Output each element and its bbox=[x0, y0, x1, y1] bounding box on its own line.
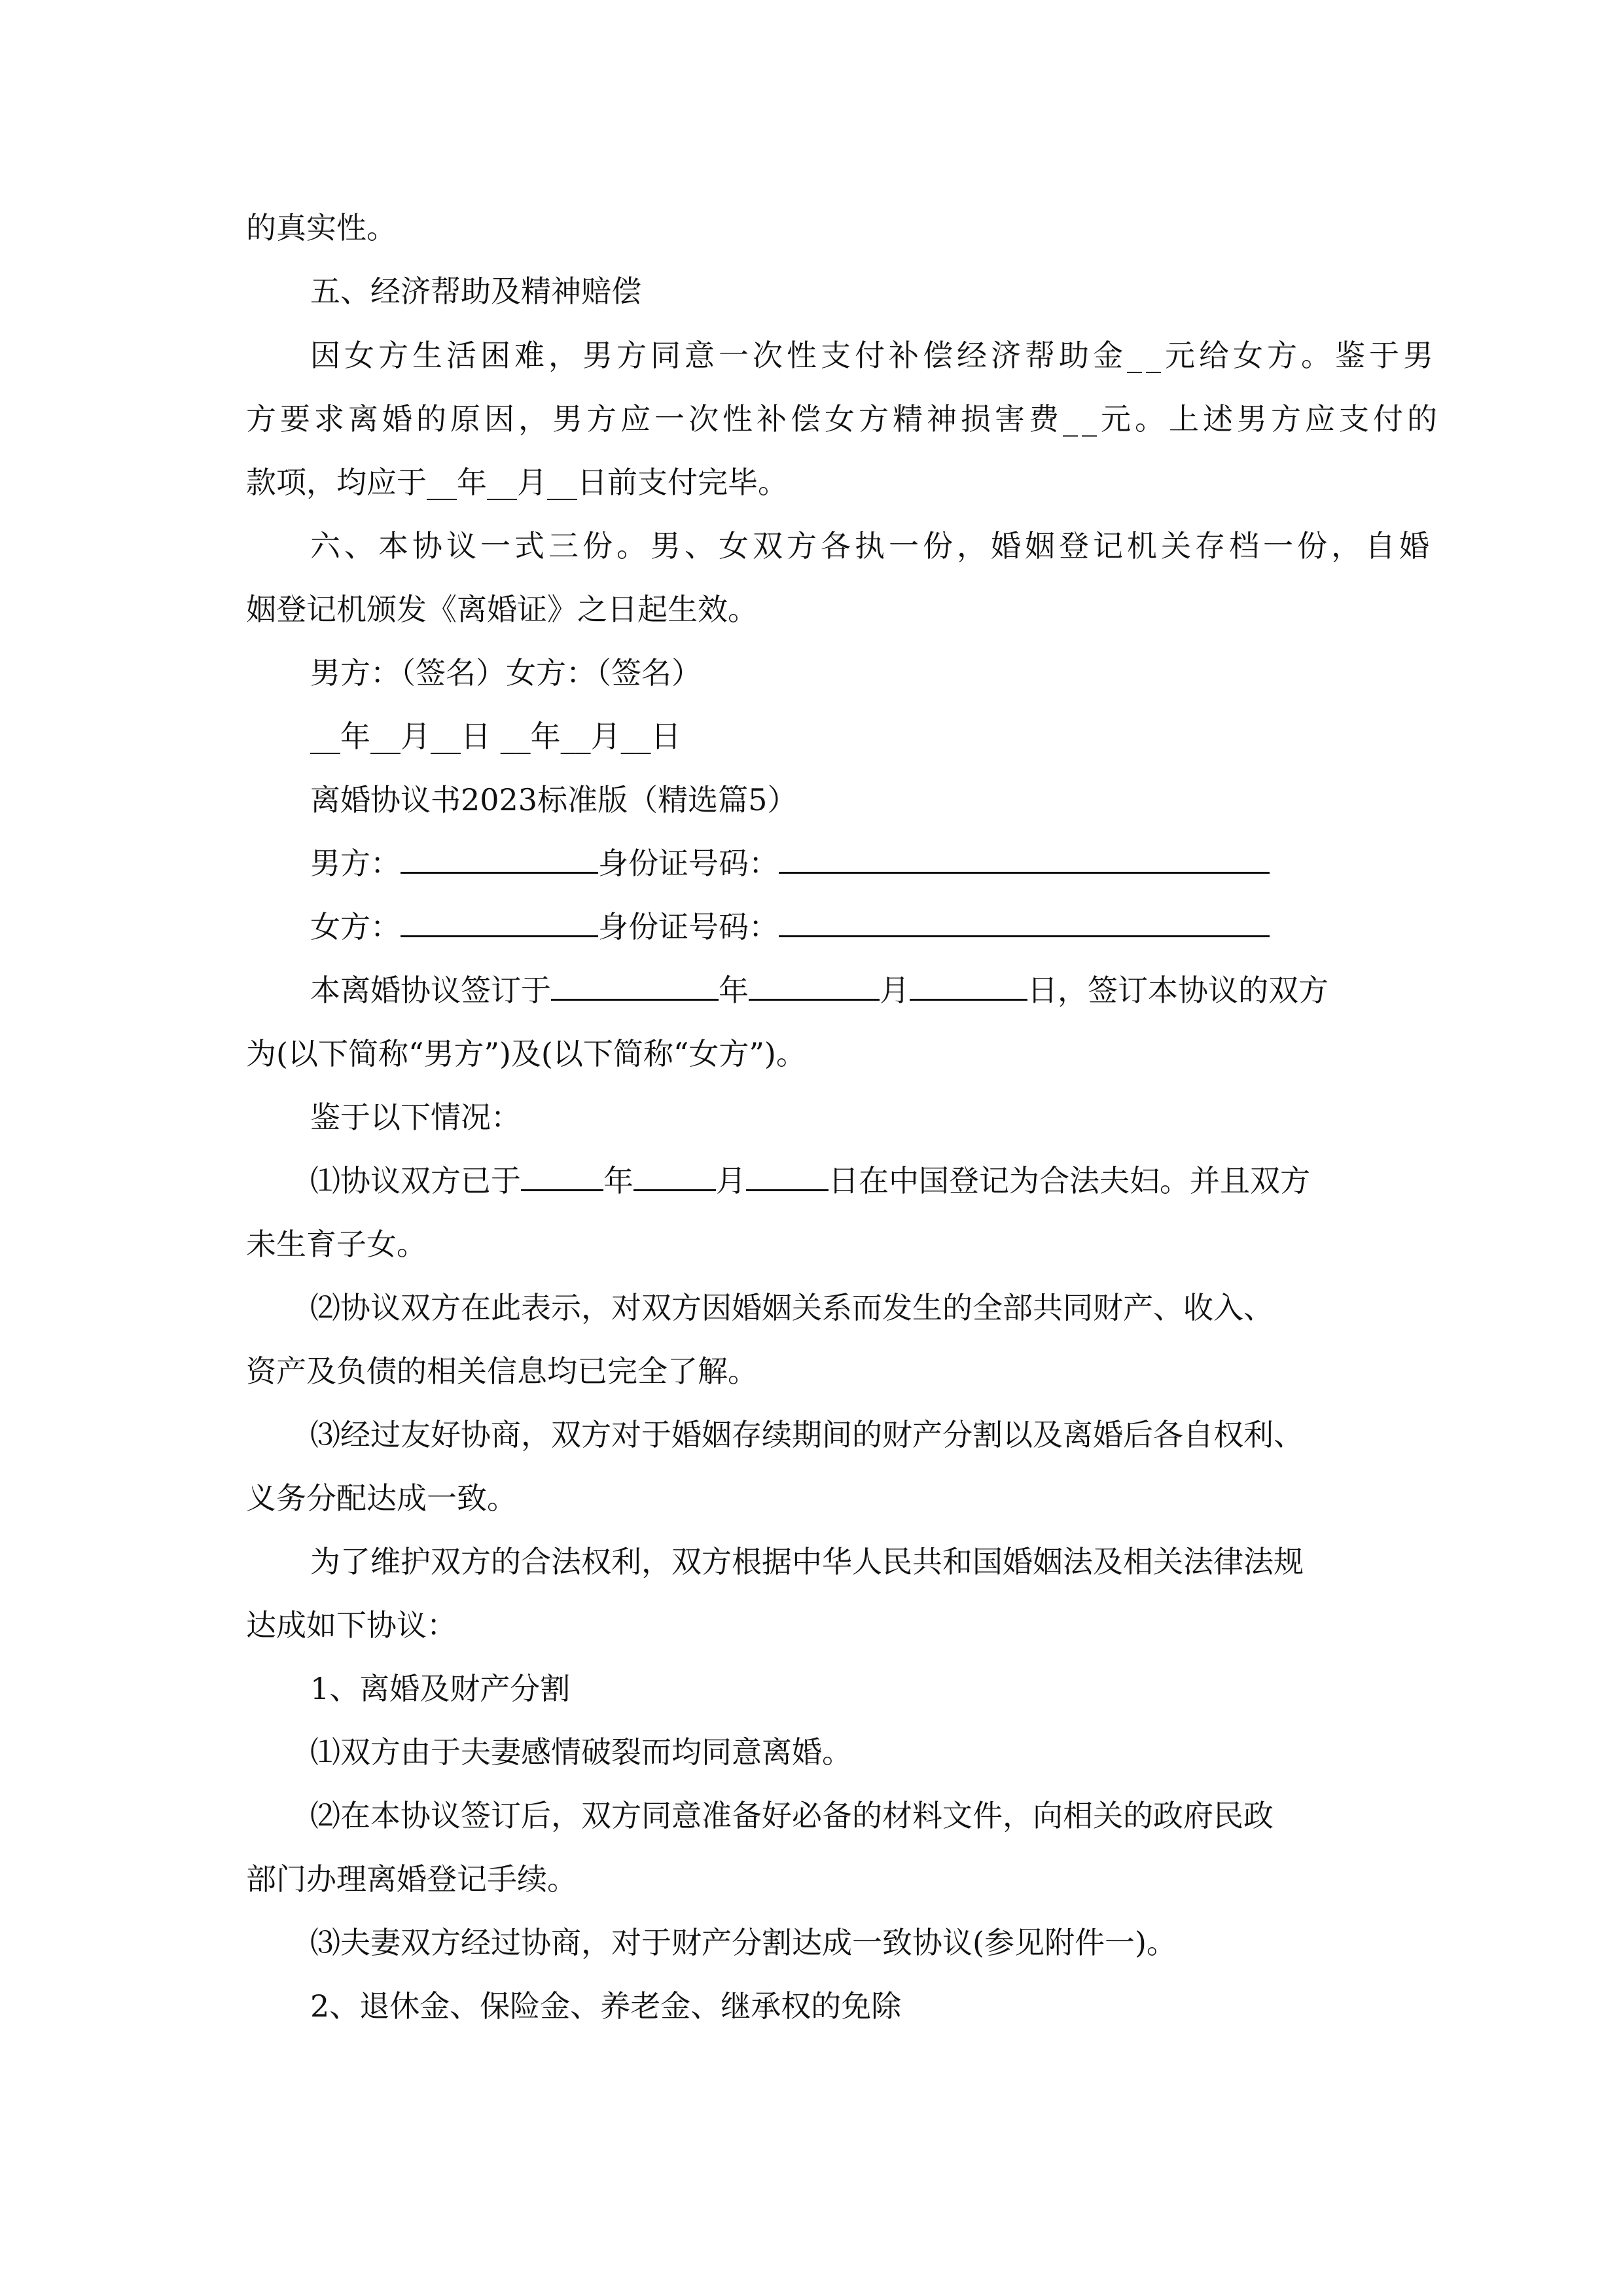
paragraph-line: ⑶经过友好协商，双方对于婚姻存续期间的财产分割以及离婚后各自权利、 bbox=[310, 1417, 1304, 1452]
woman-info-line bbox=[310, 907, 1270, 946]
day-suffix: 日，签订本协议的双方 bbox=[1027, 973, 1329, 1008]
paragraph-line: 为了维护双方的合法权利，双方根据中华人民共和国婚姻法及相关法律法规 bbox=[310, 1544, 1304, 1579]
paragraph-line: 部门办理离婚登记手续。 bbox=[246, 1861, 577, 1897]
paragraph-line: ⑵在本协议签订后，双方同意准备好必备的材料文件，向相关的政府民政 bbox=[310, 1798, 1274, 1833]
signature-line: 男方：（签名）女方：（签名） bbox=[310, 655, 702, 691]
woman-name-blank bbox=[401, 913, 598, 937]
cond1-prefix: ⑴协议双方已于 bbox=[310, 1163, 521, 1198]
document-title: 离婚协议书2023标准版（精选篇5） bbox=[310, 782, 798, 817]
paragraph-line: 六、本协议一式三份。男、女双方各执一份，婚姻登记机关存档一份，自婚 bbox=[310, 528, 1433, 564]
paragraph-line: 鉴于以下情况： bbox=[310, 1100, 521, 1135]
paragraph-line: ⑴双方由于夫妻感情破裂而均同意离婚。 bbox=[310, 1734, 852, 1770]
paragraph-line: 款项，均应于__年__月__日前支付完毕。 bbox=[246, 465, 788, 500]
woman-label: 女方： bbox=[310, 909, 401, 944]
paragraph-line: 达成如下协议： bbox=[246, 1607, 457, 1643]
paragraph-line: 方要求离婚的原因，男方应一次性补偿女方精神损害费__元。上述男方应支付的 bbox=[246, 401, 1441, 437]
marriage-month-blank bbox=[633, 1167, 716, 1191]
paragraph-line: ⑶夫妻双方经过协商，对于财产分割达成一致协议(参见附件一)。 bbox=[310, 1925, 1177, 1960]
man-info-line bbox=[310, 844, 1270, 883]
signed-prefix: 本离婚协议签订于 bbox=[310, 973, 551, 1008]
paragraph-line: ⑵协议双方在此表示，对双方因婚姻关系而发生的全部共同财产、收入、 bbox=[310, 1290, 1274, 1325]
signing-date-line bbox=[310, 971, 1329, 1010]
signing-month-blank bbox=[749, 977, 880, 1001]
man-label: 男方： bbox=[310, 846, 401, 881]
paragraph-line: 姻登记机颁发《离婚证》之日起生效。 bbox=[246, 592, 758, 627]
section-heading: 五、经济帮助及精神赔偿 bbox=[310, 274, 641, 309]
paragraph-line: 为(以下简称“男方”)及(以下简称“女方”)。 bbox=[246, 1036, 806, 1071]
id-label: 身份证号码： bbox=[598, 846, 779, 881]
section-heading: 1、离婚及财产分割 bbox=[310, 1671, 571, 1706]
id-label: 身份证号码： bbox=[598, 909, 779, 944]
paragraph-line: 的真实性。 bbox=[246, 210, 397, 245]
month-label: 月 bbox=[716, 1163, 746, 1198]
year-label: 年 bbox=[719, 973, 749, 1008]
year-label: 年 bbox=[603, 1163, 633, 1198]
signing-day-blank bbox=[910, 977, 1027, 1001]
month-label: 月 bbox=[880, 973, 910, 1008]
section-heading: 2、退休金、保险金、养老金、继承权的免除 bbox=[310, 1988, 902, 2024]
paragraph-line: 因女方生活困难，男方同意一次性支付补偿经济帮助金__元给女方。鉴于男 bbox=[310, 338, 1437, 373]
paragraph-line: 未生育子女。 bbox=[246, 1227, 427, 1262]
man-id-blank bbox=[779, 850, 1270, 874]
marriage-year-blank bbox=[521, 1167, 603, 1191]
man-name-blank bbox=[401, 850, 598, 874]
date-line: __年__月__日 __年__月__日 bbox=[310, 719, 681, 754]
woman-id-blank bbox=[779, 913, 1270, 937]
condition-1-line bbox=[310, 1161, 1310, 1200]
signing-year-blank bbox=[551, 977, 719, 1001]
paragraph-line: 资产及负债的相关信息均已完全了解。 bbox=[246, 1354, 758, 1389]
cond1-suffix: 日在中国登记为合法夫妇。并且双方 bbox=[829, 1163, 1310, 1198]
paragraph-line: 义务分配达成一致。 bbox=[246, 1480, 517, 1516]
marriage-day-blank bbox=[746, 1167, 829, 1191]
